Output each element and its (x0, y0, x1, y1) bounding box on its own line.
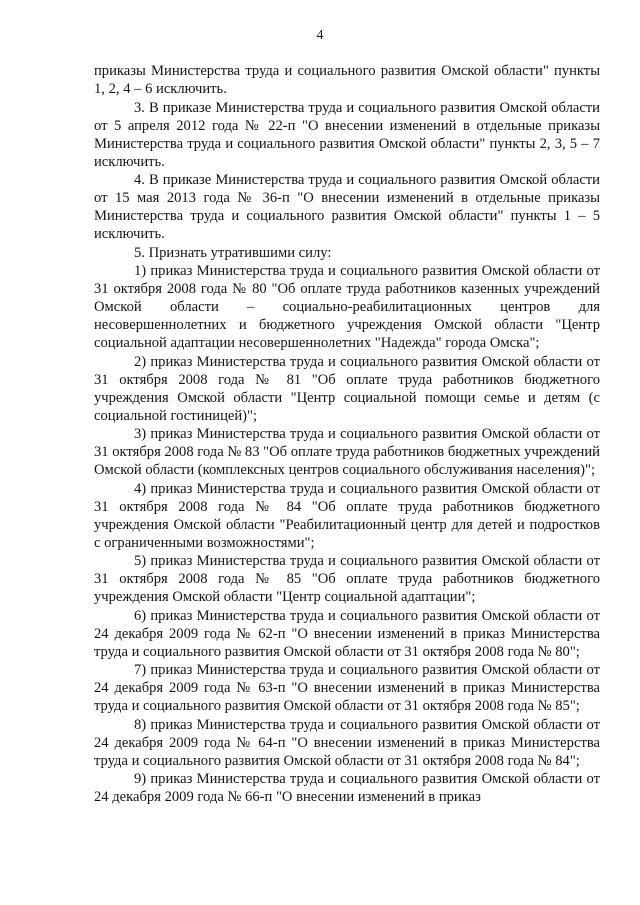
paragraph: 2) приказ Министерства труда и социального развития Омской области от 31 октября 2008 года № 81 "Об оплате труда работников бюджетного учреждения Омской области "Центр социальной помощи семье и детям (с социальной гостиницей)"; (94, 353, 600, 424)
paragraph: 4. В приказе Министерства труда и социального развития Омской области от 15 мая 2013 года № 36-п "О внесении изменений в отдельные приказы Министерства труда и социального развития Омской области" пункты 1 – 5 исключить. (94, 172, 600, 242)
document-body (94, 62, 600, 806)
page-number: 4 (316, 28, 324, 43)
paragraph: 4) приказ Министерства труда и социального развития Омской области от 31 октября 2008 года № 84 "Об оплате труда работников бюджетного учреждения Омской области "Реабилитационный центр для детей и подростков с ограниченными возможностями"; (94, 480, 600, 551)
paragraph: 3. В приказе Министерства труда и социального развития Омской области от 5 апреля 2012 года № 22-п "О внесении изменений в отдельные приказы Министерства труда и социального развития Омской области" пункты 2, 3, 5 – 7 исключить. (94, 99, 600, 170)
paragraph: 9) приказ Министерства труда и социального развития Омской области от 24 декабря 2009 года № 66-п "О внесении изменений в приказ (94, 771, 600, 805)
paragraph: 1) приказ Министерства труда и социального развития Омской области от 31 октября 2008 года № 80 "Об оплате труда работников казенных учреждений Омской области – социально-реабилитационных центров для несовершеннолетних и бюджетного учреждения Омской области "Центр социальной адаптации несовершеннолетних "Надежда" города Омска"; (94, 263, 600, 351)
paragraph: приказы Министерства труда и социального развития Омской области" пункты 1, 2, 4 – 6 исключить. (94, 63, 600, 97)
paragraph: 5. Признать утратившими силу: (134, 244, 332, 261)
paragraph: 5) приказ Министерства труда и социального развития Омской области от 31 октября 2008 года № 85 "Об оплате труда работников бюджетного учреждения Омской области "Центр социальной адаптации"; (94, 553, 600, 605)
paragraph: 7) приказ Министерства труда и социального развития Омской области от 24 декабря 2009 года № 63-п "О внесении изменений в приказ Министерства труда и социального развития Омской области от 31 октября 2008 года № 85"; (94, 662, 600, 714)
paragraph: 8) приказ Министерства труда и социального развития Омской области от 24 декабря 2009 года № 64-п "О внесении изменений в приказ Министерства труда и социального развития Омской области от 31 октября 2008 года № 84"; (94, 716, 600, 769)
paragraph: 3) приказ Министерства труда и социального развития Омской области от 31 октября 2008 года № 83 "Об оплате труда работников бюджетных учреждений Омской области (комплексных центров социального обслуживания населения)"; (94, 426, 600, 478)
paragraph: 6) приказ Министерства труда и социального развития Омской области от 24 декабря 2009 года № 62-п "О внесении изменений в приказ Министерства труда и социального развития Омской области от 31 октября 2008 года № 80"; (94, 607, 600, 660)
